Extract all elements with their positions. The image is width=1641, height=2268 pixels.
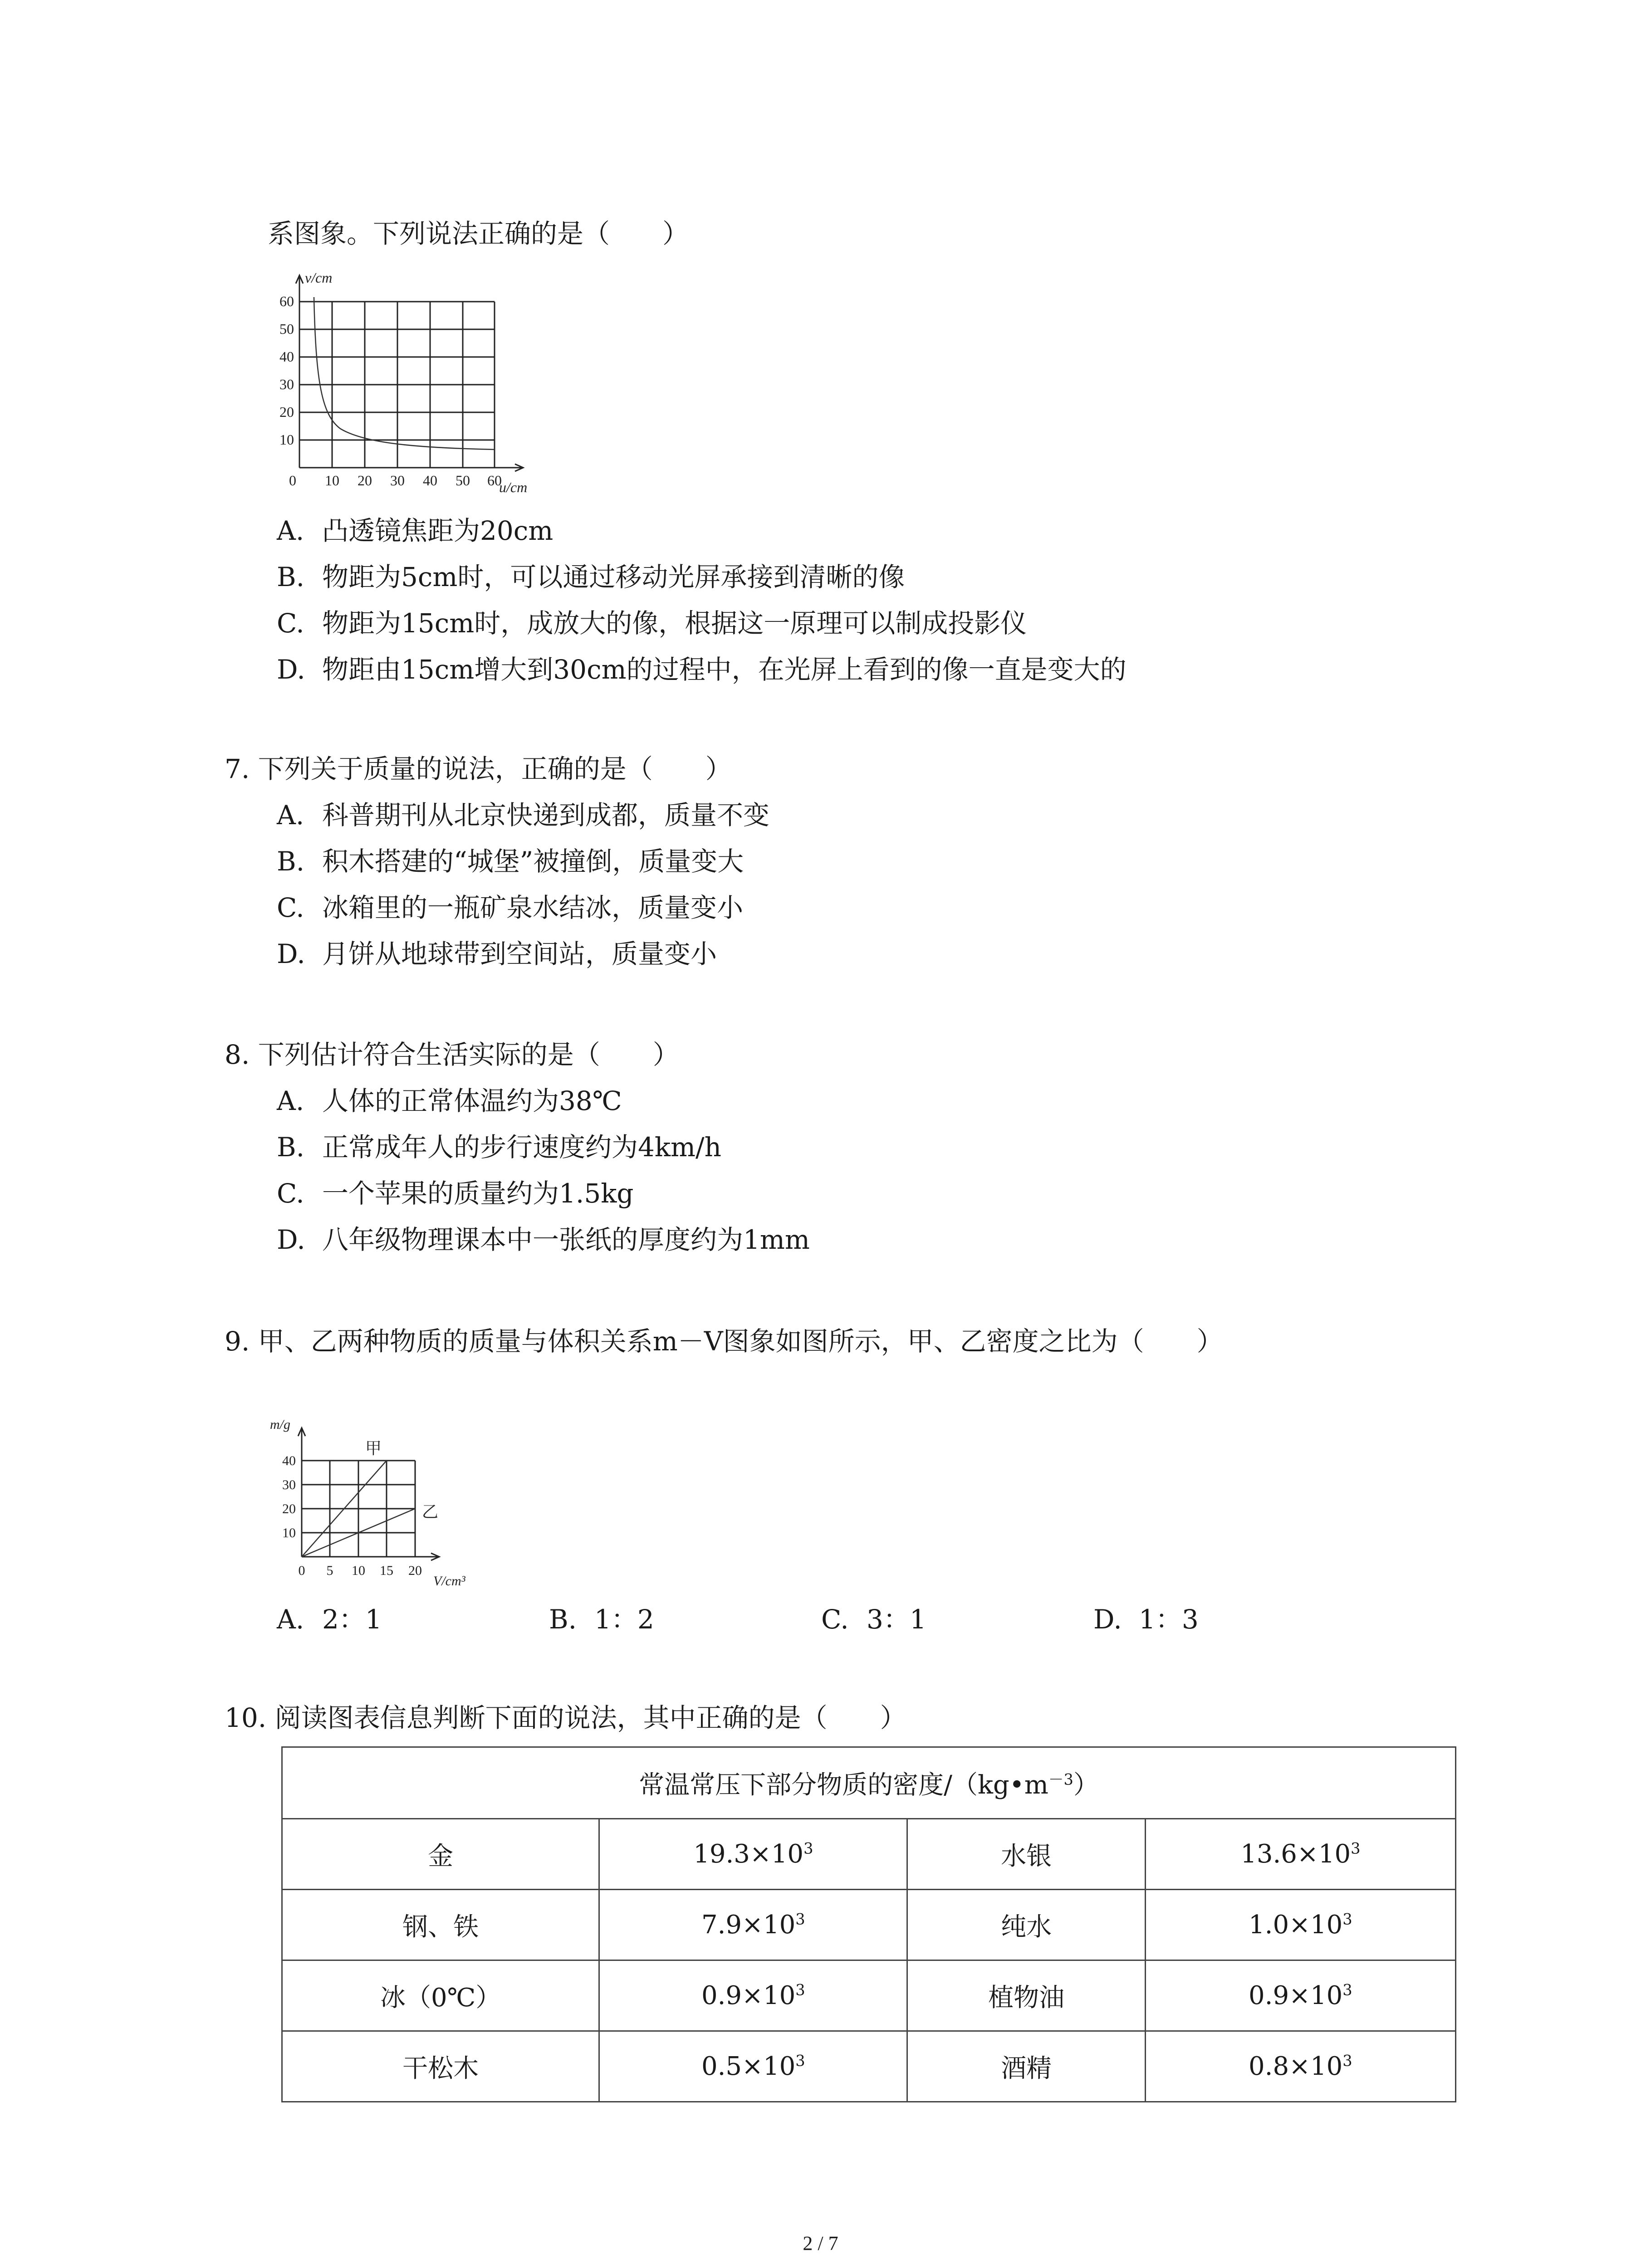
q9-option-d[interactable]: D. 1：3 — [1093, 1604, 1199, 1635]
q6-option-a[interactable]: A. 凸透镜焦距为20cm — [277, 515, 554, 546]
density-value: $1.0\times 10^3$ — [1145, 1890, 1455, 1960]
substance-name: 冰（0℃） — [282, 1960, 599, 2031]
label-jia: 甲 — [365, 1439, 382, 1457]
q7-option-c[interactable]: C. 冰箱里的一瓶矿泉水结冰，质量变小 — [277, 892, 744, 923]
ytick: 20 — [282, 1501, 296, 1516]
q6-graph — [272, 270, 572, 501]
density-value: $0.5\times 10^3$ — [599, 2031, 907, 2102]
substance-name: 干松木 — [282, 2031, 599, 2102]
density-table — [281, 1746, 1456, 2102]
q6-option-d[interactable]: D. 物距由15cm增大到30cm的过程中，在光屏上看到的像一直是变大的 — [277, 654, 1127, 685]
ytick: 10 — [282, 1525, 296, 1540]
ytick: 30 — [282, 1477, 296, 1492]
substance-name: 纯水 — [907, 1890, 1145, 1960]
q9-option-a[interactable]: A. 2：1 — [277, 1604, 382, 1635]
ytick: 30 — [279, 376, 294, 392]
grid — [302, 1461, 415, 1557]
ytick: 60 — [279, 293, 294, 309]
ylabel: v/cm — [305, 270, 333, 286]
xlabel: V/cm³ — [433, 1574, 465, 1589]
q9-stem: 9. 甲、乙两种物质的质量与体积关系m－V图象如图所示，甲、乙密度之比为（ ） — [225, 1326, 1223, 1357]
density-value: $7.9\times 10^3$ — [599, 1890, 907, 1960]
substance-name: 水银 — [907, 1819, 1145, 1890]
xlabel: u/cm — [499, 479, 528, 495]
xtick: 5 — [326, 1563, 333, 1578]
xtick: 0 — [289, 472, 296, 489]
density-value: $13.6\times 10^3$ — [1145, 1819, 1455, 1890]
v-u-curve — [314, 297, 495, 450]
q8-stem: 8. 下列估计符合生活实际的是（ ） — [225, 1039, 679, 1070]
table-row — [282, 1890, 1456, 1960]
table-title-row — [282, 1747, 1456, 1819]
xtick: 10 — [325, 472, 339, 489]
xtick: 60 — [487, 472, 502, 489]
density-value: $0.9\times 10^3$ — [1145, 1960, 1455, 2031]
q8-option-b[interactable]: B. 正常成年人的步行速度约为4km/h — [277, 1132, 721, 1163]
xtick: 15 — [380, 1563, 393, 1578]
ytick: 40 — [279, 348, 294, 365]
density-value: $19.3\times 10^3$ — [599, 1819, 907, 1890]
q6-option-b[interactable]: B. 物距为5cm时，可以通过移动光屏承接到清晰的像 — [277, 562, 905, 592]
q9-option-b[interactable]: B. 1：2 — [549, 1604, 654, 1635]
xtick: 20 — [408, 1563, 422, 1578]
q6-option-c[interactable]: C. 物距为15cm时，成放大的像，根据这一原理可以制成投影仪 — [277, 608, 1027, 639]
table-row — [282, 1819, 1456, 1890]
density-value: $0.9\times 10^3$ — [599, 1960, 907, 2031]
q10-stem: 10. 阅读图表信息判断下面的说法，其中正确的是（ ） — [225, 1702, 906, 1733]
xtick: 50 — [456, 472, 470, 489]
q9-option-c[interactable]: C. 3：1 — [821, 1604, 926, 1635]
table-row — [282, 1960, 1456, 2031]
ytick: 10 — [279, 431, 294, 448]
table-title: 常温常压下部分物质的密度$/(kg•m^{-3})$ — [282, 1747, 1456, 1819]
q7-option-b[interactable]: B. 积木搭建的“城堡”被撞倒，质量变大 — [277, 846, 744, 877]
q7-option-a[interactable]: A. 科普期刊从北京快递到成都，质量不变 — [277, 800, 770, 831]
table-row — [282, 2031, 1456, 2102]
density-value: $0.8\times 10^3$ — [1145, 2031, 1455, 2102]
label-yi: 乙 — [422, 1503, 439, 1521]
substance-name: 金 — [282, 1819, 599, 1890]
q8-option-c[interactable]: C. 一个苹果的质量约为1.5kg — [277, 1178, 634, 1209]
substance-name: 钢、铁 — [282, 1890, 599, 1960]
xtick: 40 — [423, 472, 437, 489]
q8-option-d[interactable]: D. 八年级物理课本中一张纸的厚度约为1mm — [277, 1224, 810, 1255]
q8-option-a[interactable]: A. 人体的正常体温约为38℃ — [277, 1085, 622, 1116]
ytick: 20 — [279, 404, 294, 420]
xtick: 10 — [352, 1563, 365, 1578]
substance-name: 植物油 — [907, 1960, 1145, 2031]
q7-stem: 7. 下列关于质量的说法，正确的是（ ） — [225, 753, 732, 784]
xtick: 20 — [358, 472, 372, 489]
ytick: 40 — [282, 1453, 296, 1468]
q7-option-d[interactable]: D. 月饼从地球带到空间站，质量变小 — [277, 938, 717, 969]
q9-graph — [268, 1411, 513, 1601]
ytick: 50 — [279, 321, 294, 337]
grid — [299, 302, 495, 468]
ylabel: m/g — [270, 1417, 290, 1432]
page-number: 2 / 7 — [803, 2232, 838, 2254]
q6-stem-tail: 系图象。下列说法正确的是（ ） — [268, 218, 689, 249]
xtick: 30 — [390, 472, 405, 489]
substance-name: 酒精 — [907, 2031, 1145, 2102]
xtick: 0 — [298, 1563, 305, 1578]
